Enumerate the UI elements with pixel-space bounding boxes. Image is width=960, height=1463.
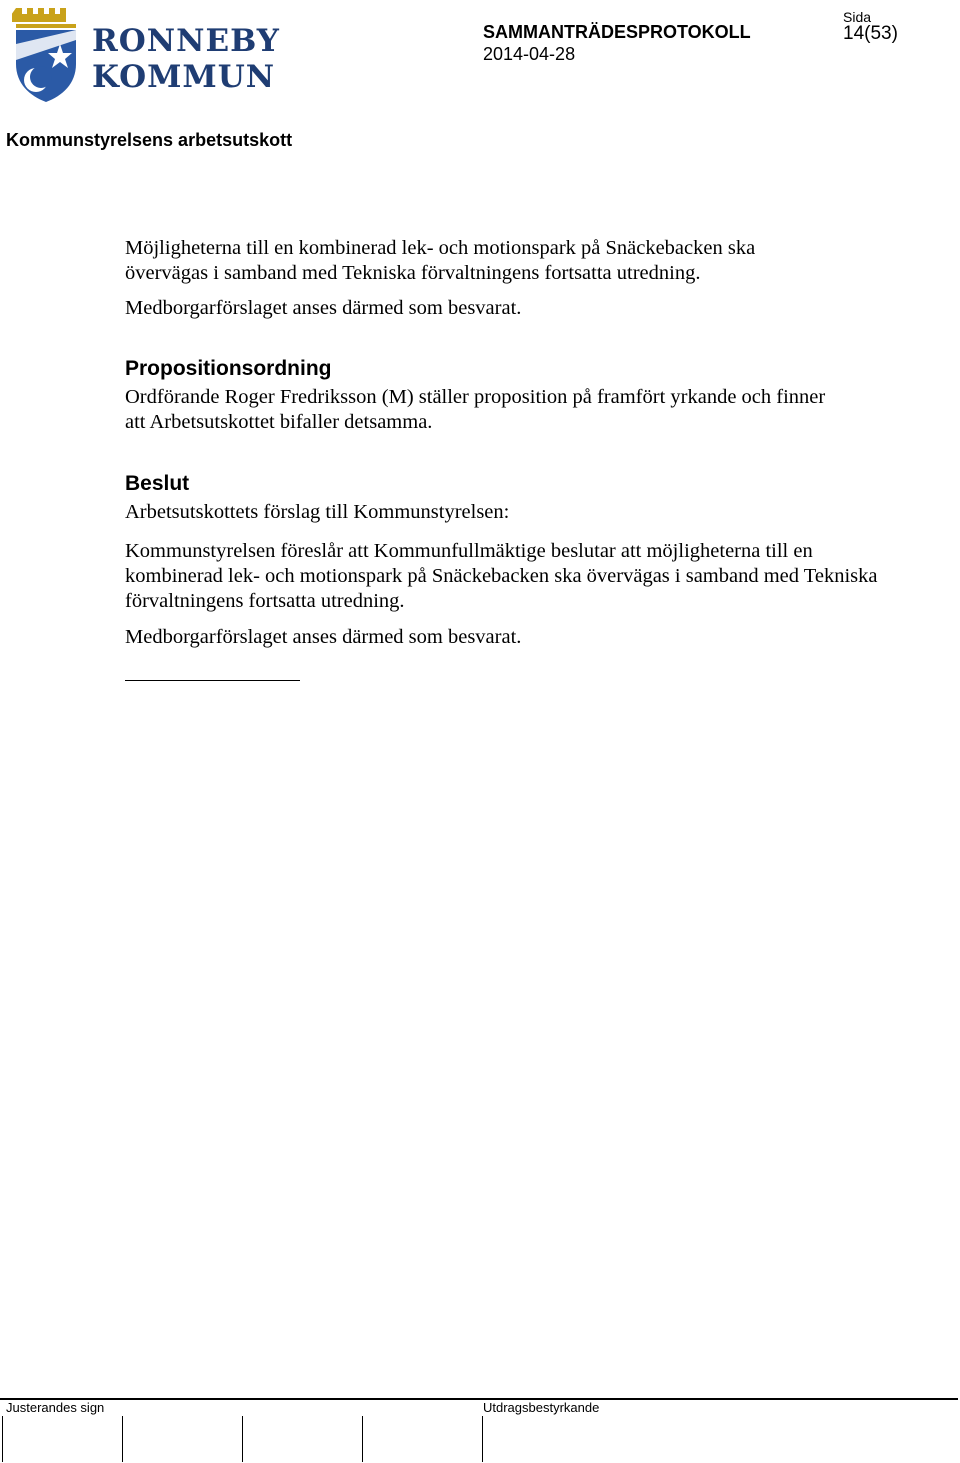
meeting-date: 2014-04-28: [483, 44, 576, 64]
ronneby-kommun-logo: [12, 4, 280, 104]
signature-box-divider: [2, 1416, 3, 1462]
signature-box-divider: [362, 1416, 363, 1462]
signature-box-divider: [122, 1416, 123, 1462]
utdragsbestyrkande-label: Utdragsbestyrkande: [483, 1400, 600, 1415]
page-number: 14(53): [843, 23, 898, 44]
intro-paragraph: Möjligheterna till en kombinerad lek- och motionspark på Snäckebacken ska övervägas i samband med Tekniska förvaltningens fortsatta utredning.: [125, 237, 756, 284]
decision-text: Kommunstyrelsen föreslår att Kommunfullmäktige beslutar att möjligheterna till en kombinerad lek- och motionspark på Snäckebacken ska övervägas i samband med Tekniska förvaltningens fortsatta utredning.: [125, 540, 878, 612]
logo-text-ronneby: RONNEBY: [92, 23, 280, 59]
signature-box-divider: [242, 1416, 243, 1462]
protocol-body: [125, 236, 925, 681]
section-end-line: [125, 664, 300, 681]
decision-final: Medborgarförslaget anses därmed som besvarat.: [125, 626, 522, 648]
proposition-text: Ordförande Roger Fredriksson (M) ställer proposition på framfört yrkande och finner att Arbetsutskottet bifaller detsamma.: [125, 386, 826, 433]
intro-answered: Medborgarförslaget anses därmed som besvarat.: [125, 297, 522, 319]
footer-divider: [0, 1398, 958, 1400]
committee-name: Kommunstyrelsens arbetsutskott: [6, 130, 293, 150]
heading-decision: Beslut: [125, 472, 190, 495]
decision-intro: Arbetsutskottets förslag till Kommunstyrelsen:: [125, 501, 510, 523]
document-title: SAMMANTRÄDESPROTOKOLL: [483, 22, 751, 42]
logo-text-kommun: KOMMUN: [92, 59, 276, 95]
heading-proposition: Propositionsordning: [125, 357, 332, 380]
page-label: Sida: [843, 9, 872, 25]
coat-of-arms-icon: [12, 4, 82, 104]
justerandes-sign-label: Justerandes sign: [6, 1400, 105, 1415]
signature-box-divider: [482, 1416, 483, 1462]
signature-footer: [0, 1398, 958, 1463]
